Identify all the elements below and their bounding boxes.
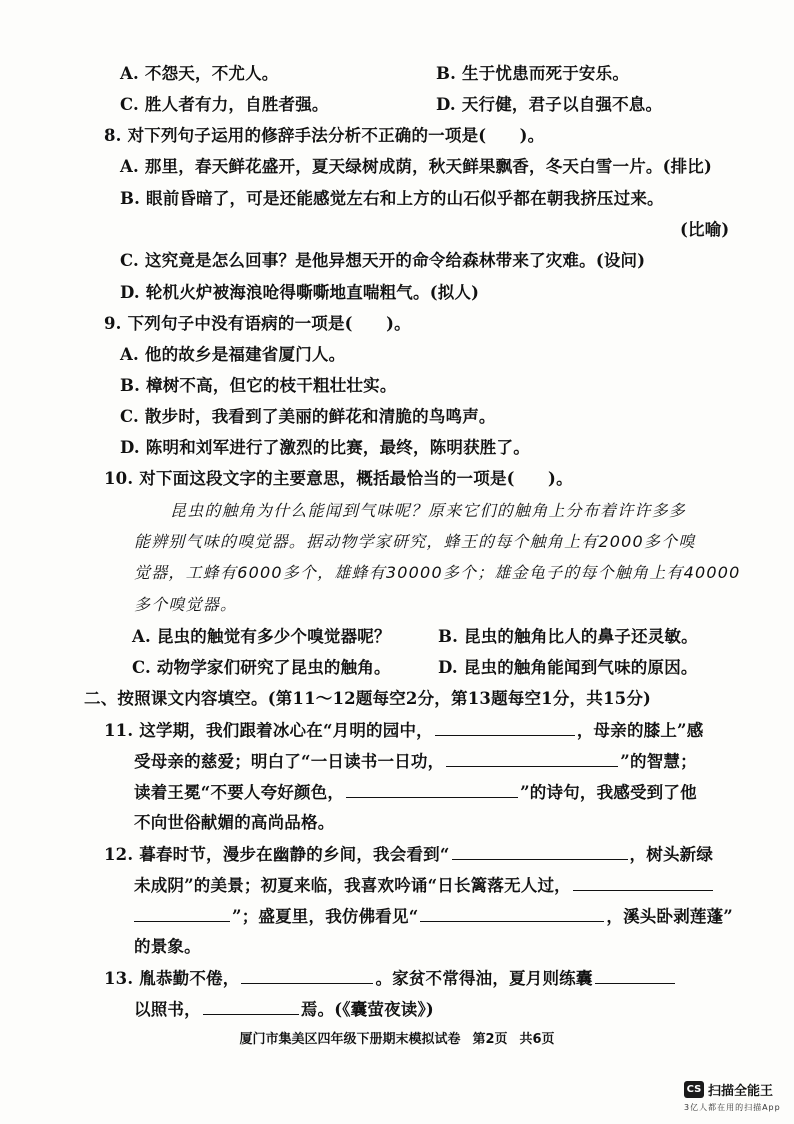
scanner-watermark bbox=[676, 1076, 786, 1116]
q12-blank-2b[interactable] bbox=[134, 905, 230, 922]
q11-text-1a: 11. 这学期，我们跟着冰心在“月明的园中， bbox=[104, 721, 433, 740]
q10-passage-line-3: 觉器，工蜂有6000多个，雄蜂有30000多个；雄金龟子的每个触角上有40000 bbox=[134, 563, 741, 582]
q8-option-d: D. 轮机火炉被海浪呛得嘶嘶地直喘粗气。(拟人) bbox=[120, 283, 480, 302]
q11-text-1b: ，母亲的膝上”感 bbox=[576, 721, 704, 740]
q13-text-1b: 。家贫不常得油，夏月则练囊 bbox=[375, 969, 593, 988]
q10-option-b: B. 昆虫的触角比人的鼻子还灵敏。 bbox=[438, 627, 698, 646]
q7-option-d: D. 天行健，君子以自强不息。 bbox=[436, 95, 663, 114]
camscanner-logo-icon: CS bbox=[684, 1081, 704, 1098]
q11-text-2a: 受母亲的慈爱；明白了“一日读书一日功， bbox=[134, 752, 445, 771]
q8-option-b-tag: (比喻) bbox=[680, 220, 730, 239]
q11-blank-2[interactable] bbox=[446, 750, 618, 767]
q12-line-3 bbox=[134, 905, 733, 928]
q7-option-a: A. 不怨天，不尤人。 bbox=[120, 64, 279, 83]
q11-line-4: 不向世俗献媚的高尚品格。 bbox=[134, 813, 335, 832]
q11-text-2b: ”的智慧； bbox=[620, 752, 697, 771]
q12-blank-3[interactable] bbox=[420, 905, 604, 922]
q13-text-2a: 以照书， bbox=[134, 1000, 201, 1019]
q12-text-2: 未成阴”的美景；初夏来临，我喜欢吟诵“日长篱落无人过， bbox=[134, 876, 571, 895]
q8-option-a: A. 那里，春天鲜花盛开，夏天绿树成荫，秋天鲜果飘香，冬天白雪一片。(排比) bbox=[120, 157, 713, 176]
q12-blank-1[interactable] bbox=[452, 843, 628, 860]
q7-option-b: B. 生于忧患而死于安乐。 bbox=[436, 64, 630, 83]
page-footer bbox=[0, 1028, 794, 1047]
footer-page-number: 第2页 bbox=[472, 1032, 508, 1047]
q10-stem: 10. 对下面这段文字的主要意思，概括最恰当的一项是( )。 bbox=[104, 469, 573, 488]
footer-exam-title: 厦门市集美区四年级下册期末模拟试卷 bbox=[239, 1032, 461, 1047]
q9-option-c: C. 散步时，我看到了美丽的鲜花和清脆的鸟鸣声。 bbox=[120, 407, 496, 426]
q11-text-3b: ”的诗句，我感受到了他 bbox=[520, 783, 697, 802]
q10-option-c: C. 动物学家们研究了昆虫的触角。 bbox=[132, 658, 391, 677]
q8-option-b: B. 眼前昏暗了，可是还能感觉左右和上方的山石似乎都在朝我挤压过来。 bbox=[120, 189, 664, 208]
section-2-heading: 二、按照课文内容填空。(第11～12题每空2分，第13题每空1分，共15分) bbox=[84, 689, 652, 708]
q8-stem: 8. 对下列句子运用的修辞手法分析不正确的一项是( )。 bbox=[104, 126, 545, 145]
q13-blank-2a[interactable] bbox=[595, 967, 675, 984]
q11-line-1 bbox=[104, 719, 703, 742]
q12-line-1 bbox=[104, 843, 713, 866]
q9-stem: 9. 下列句子中没有语病的一项是( )。 bbox=[104, 314, 411, 333]
q13-line-1 bbox=[104, 967, 677, 990]
q13-blank-3[interactable] bbox=[203, 998, 299, 1015]
q9-option-b: B. 樟树不高，但它的枝干粗壮壮实。 bbox=[120, 376, 397, 395]
q11-text-3a: 读着王冕“不要人夸好颜色， bbox=[134, 783, 345, 802]
watermark-brand: 扫描全能王 bbox=[708, 1084, 774, 1099]
q11-blank-1[interactable] bbox=[435, 719, 575, 736]
q10-passage-line-1: 昆虫的触角为什么能闻到气味呢？原来它们的触角上分布着许许多多 bbox=[170, 501, 687, 520]
footer-total-pages: 共6页 bbox=[519, 1032, 555, 1047]
q12-line-4: 的景象。 bbox=[134, 937, 201, 956]
q13-line-2 bbox=[134, 998, 434, 1021]
q12-text-1a: 12. 暮春时节，漫步在幽静的乡间，我会看到“ bbox=[104, 845, 450, 864]
q10-passage-line-4: 多个嗅觉器。 bbox=[134, 595, 238, 614]
q7-option-c: C. 胜人者有力，自胜者强。 bbox=[120, 95, 329, 114]
q13-text-2b: 焉。(《囊萤夜读》) bbox=[300, 1000, 434, 1019]
q12-text-3b: ，溪头卧剥莲蓬” bbox=[606, 907, 733, 926]
q10-option-a: A. 昆虫的触觉有多少个嗅觉器呢？ bbox=[132, 627, 391, 646]
q13-blank-1[interactable] bbox=[241, 967, 373, 984]
q12-blank-2a[interactable] bbox=[573, 874, 713, 891]
q13-text-1a: 13. 胤恭勤不倦， bbox=[104, 969, 240, 988]
q12-text-3a: ”；盛夏里，我仿佛看见“ bbox=[232, 907, 419, 926]
q11-line-2 bbox=[134, 750, 697, 773]
q11-blank-3[interactable] bbox=[346, 781, 518, 798]
q9-option-a: A. 他的故乡是福建省厦门人。 bbox=[120, 345, 346, 364]
q9-option-d: D. 陈明和刘军进行了激烈的比赛，最终，陈明获胜了。 bbox=[120, 438, 530, 457]
q11-line-3 bbox=[134, 781, 697, 804]
q8-option-c: C. 这究竟是怎么回事？是他异想天开的命令给森林带来了灾难。(设问) bbox=[120, 251, 646, 270]
watermark-tagline: 3亿人都在用的扫描App bbox=[684, 1103, 781, 1112]
q10-option-d: D. 昆虫的触角能闻到气味的原因。 bbox=[438, 658, 698, 677]
q10-passage-line-2: 能辨别气味的嗅觉器。据动物学家研究，蜂王的每个触角上有2000多个嗅 bbox=[134, 532, 696, 551]
q12-line-2 bbox=[134, 874, 715, 897]
q12-text-1b: ，树头新绿 bbox=[629, 845, 714, 864]
